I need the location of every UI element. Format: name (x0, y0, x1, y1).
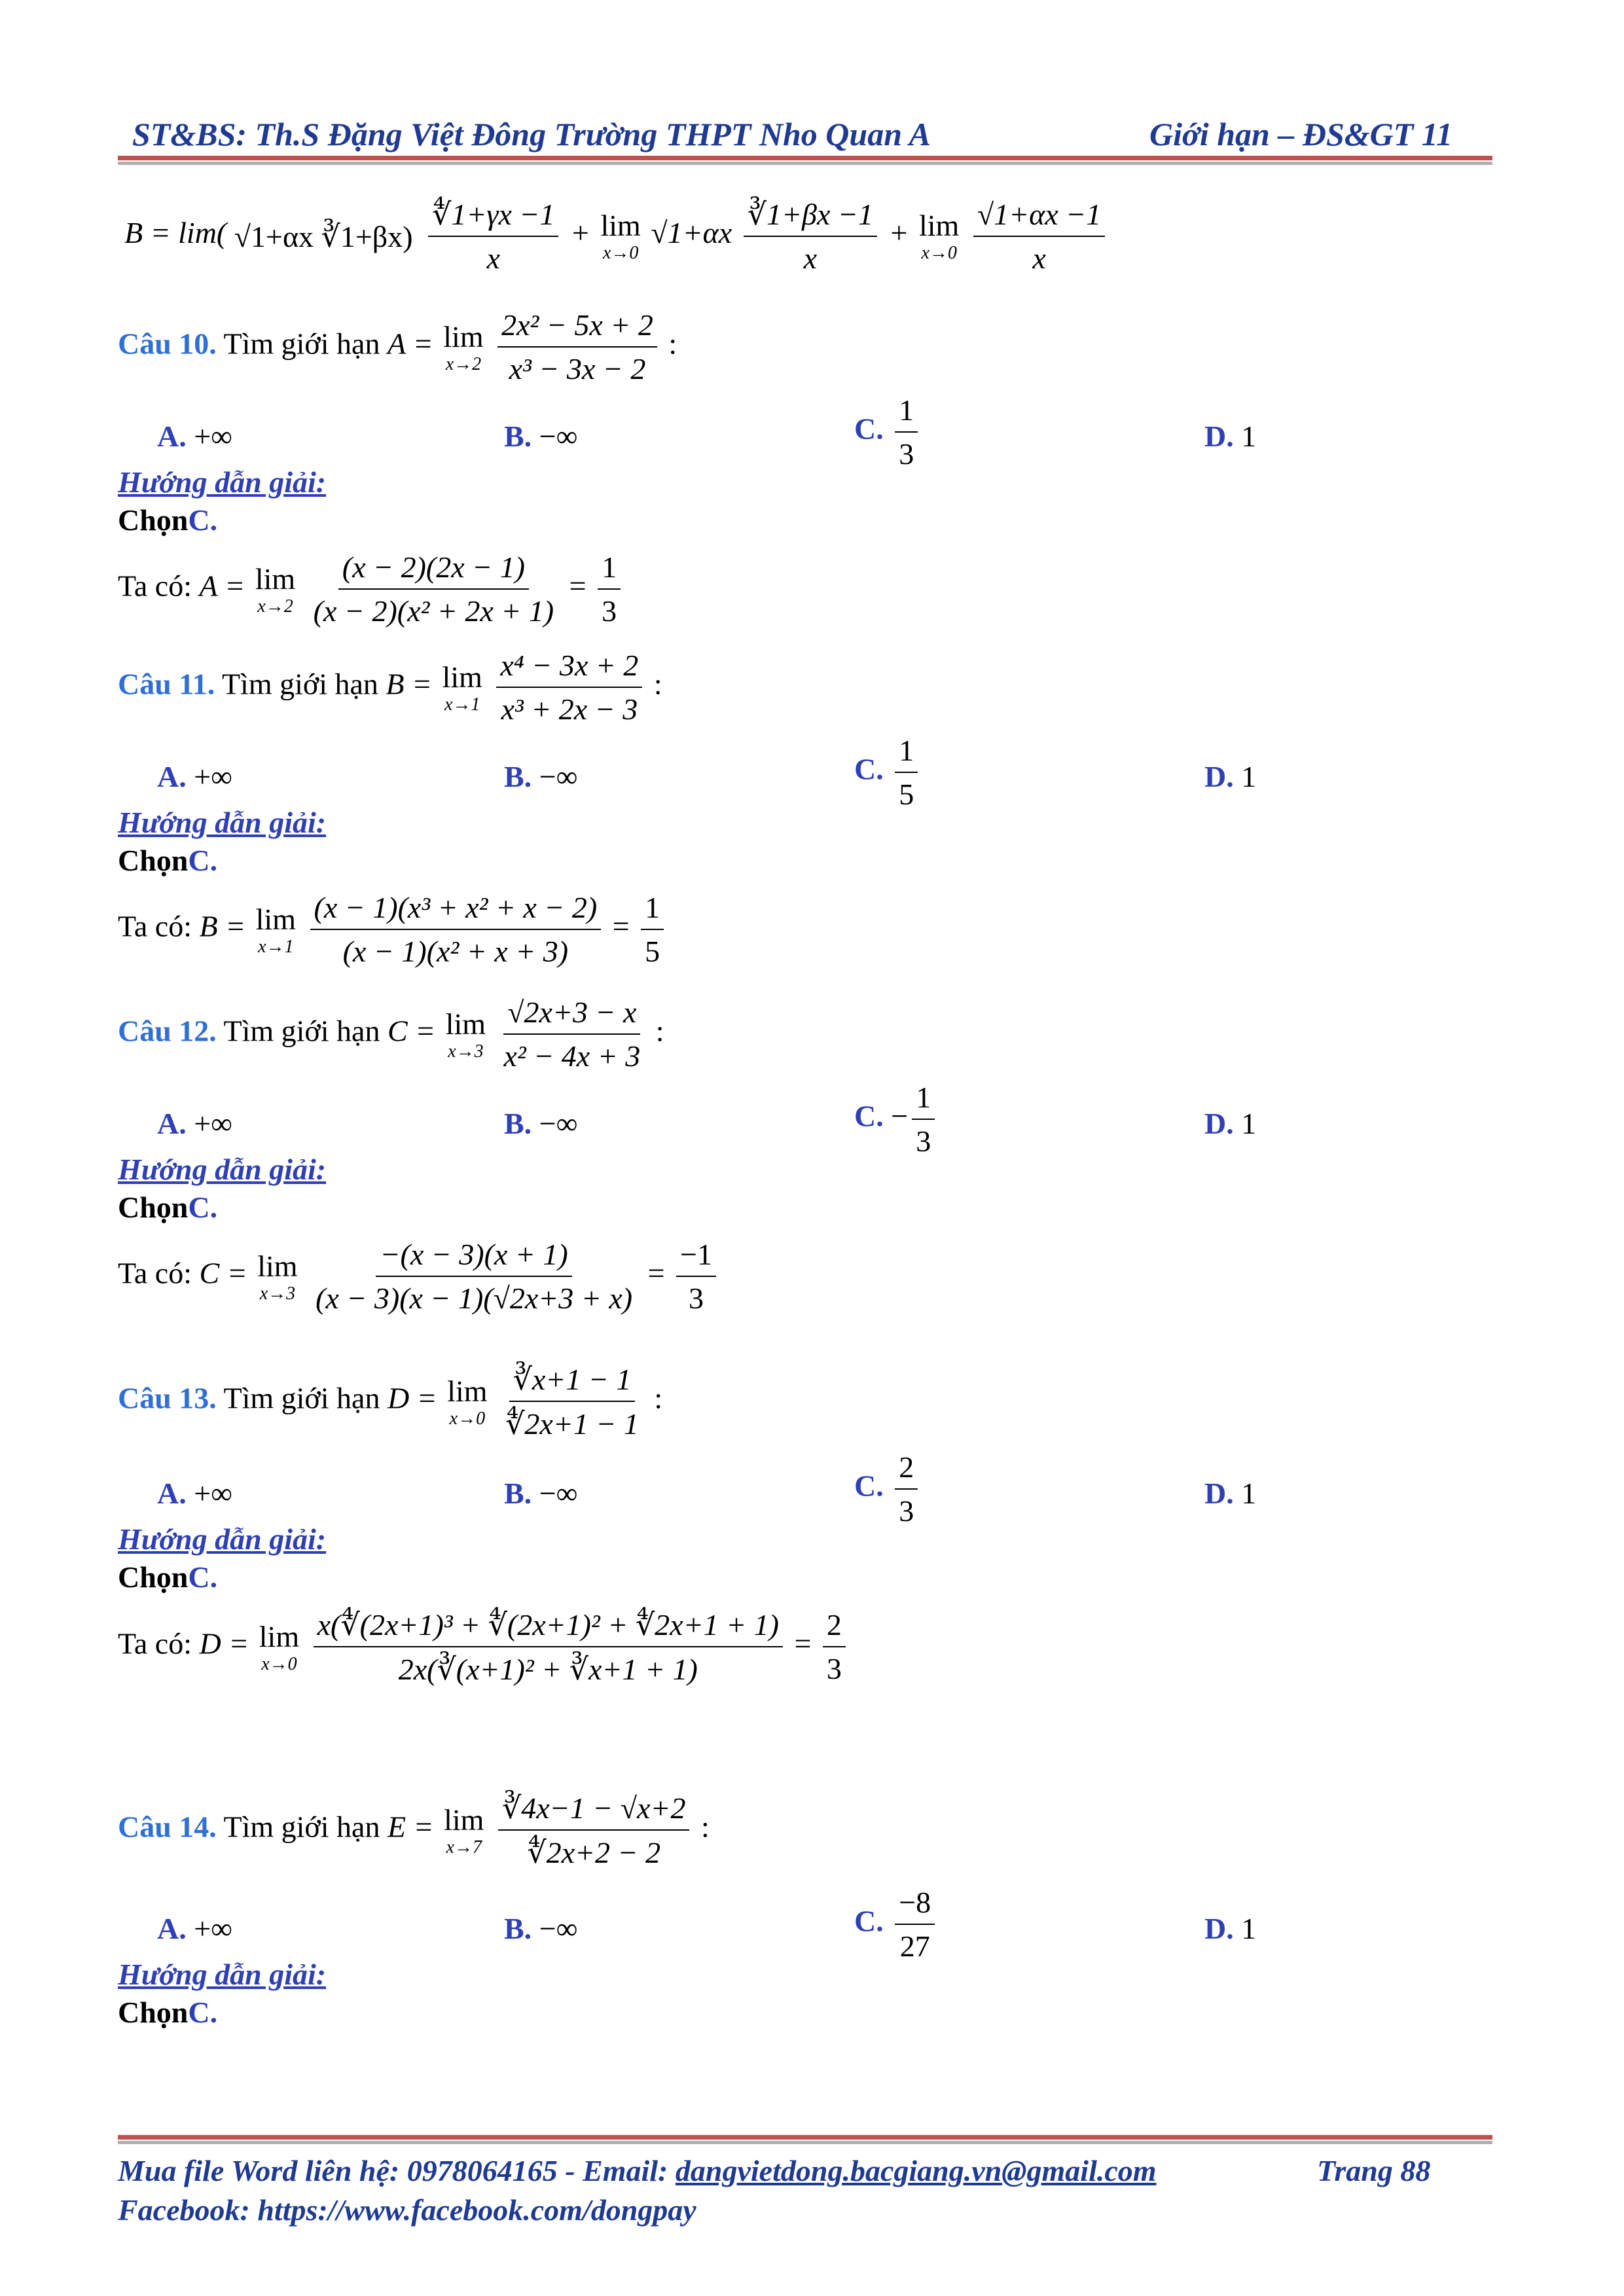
question-11: Câu 11. Tìm giới hạn B = lim x→1 $\frac{\text{x⁴ − 3x + 2}}{\text{x³ + 2x − 3}}$ : (118, 649, 662, 726)
limit-operator: lim x→0 (447, 1374, 488, 1429)
option-c[interactable]: C. $\frac{1}{3}$ (854, 393, 922, 471)
option-d[interactable]: D. 1 (1204, 1477, 1257, 1510)
footer-contact: Mua file Word liên hệ: 0978064165 - Email: dangvietdong.bacgiang.vn@gmail.com (118, 2154, 1157, 2187)
question-label: Câu 14. (118, 1810, 217, 1844)
option-c[interactable]: C. $\frac{1}{5}$ (854, 733, 922, 812)
limit-operator: lim x→1 (442, 660, 482, 715)
option-c[interactable]: C. $\frac{2}{3}$ (854, 1450, 922, 1528)
answer-choice: ChọnC. (118, 844, 218, 877)
header-left: ST&BS: Th.S Đặng Việt Đông Trường THPT Nho Quan A (132, 116, 931, 152)
page-number: Trang 88 (1317, 2154, 1431, 2187)
question-14: Câu 14. Tìm giới hạn E = lim x→7 $\frac{∛4x-1 - √x+2}{∜2x+2 - 2}$ : (118, 1791, 710, 1869)
question-12: Câu 12. Tìm giới hạn C = lim x→3 $\frac{√2x+3 - x}{\text{x² − 4x + 3}}$ : (118, 996, 664, 1073)
option-c[interactable]: C. − $\frac{1}{3}$ (854, 1080, 939, 1158)
option-a[interactable]: A. +∞ (157, 1912, 232, 1945)
solution: Ta có: D = lim x→0 $\frac{\text{x(∜(2x+1)³ + ∜(2x+1)² + ∜2x+1 + 1)}}{\text{2x(∛(x+1)² + ∛x+1 + 1)}}$ = $\frac{2}{3}$ (118, 1607, 850, 1687)
answer-choice: ChọnC. (118, 503, 218, 537)
question-prompt: Tìm giới hạn (223, 1014, 380, 1048)
footer-rule-gray (118, 2141, 1492, 2144)
option-d[interactable]: D. 1 (1204, 760, 1257, 793)
question-fraction: $\frac{√2x+3 - x}{\text{x² − 4x + 3}}$ (503, 996, 641, 1073)
question-10: Câu 10. Tìm giới hạn A = lim x→2 $\frac{\text{2x² − 5x + 2}}{\text{x³ − 3x − 2}}$ : (118, 308, 677, 386)
question-label: Câu 13. (118, 1381, 217, 1415)
question-label: Câu 11. (118, 667, 215, 701)
limit-operator: lim x→7 (444, 1803, 484, 1857)
option-b[interactable]: B. −∞ (504, 1477, 578, 1510)
question-fraction: $\frac{\text{2x² − 5x + 2}}{\text{x³ − 3x − 2}}$ (497, 308, 657, 386)
answer-choice: ChọnC. (118, 1560, 218, 1594)
question-fraction: $\frac{∛4x-1 - √x+2}{∜2x+2 - 2}$ (498, 1790, 690, 1870)
option-d[interactable]: D. 1 (1204, 1107, 1257, 1140)
header-rule-gray (118, 162, 1492, 165)
question-prompt: Tìm giới hạn (223, 1810, 380, 1844)
solution: Ta có: C = lim x→3 $\frac{-(x - 3)(x + 1)}{(x - 3)(x - 1)(√2x+3 + x)}$ = $\frac{-1}{3}$ (118, 1237, 720, 1316)
footer-rule-red (118, 2135, 1492, 2140)
solution: Ta có: B = lim x→1 $\frac{\text{(x − 1)(x³ + x² + x − 2)}}{\text{(x − 1)(x² + x + 3)}}$ = $\frac{1}{5}$ (118, 890, 668, 969)
option-d[interactable]: D. 1 (1204, 1912, 1257, 1945)
facebook-link[interactable]: Facebook: https://www.facebook.com/dongpay (118, 2193, 696, 2227)
question-prompt: Tìm giới hạn (221, 667, 378, 701)
option-c[interactable]: C. $\frac{-8}{27}$ (854, 1885, 939, 1964)
question-label: Câu 10. (118, 327, 217, 361)
solution: Ta có: A = lim x→2 $\frac{(x - 2)(2x - 1)}{\text{(x − 2)(x² + 2x + 1)}}$ = $\frac{1}{3}$ (118, 550, 624, 628)
option-a[interactable]: A. +∞ (157, 760, 232, 793)
guide-heading: Hướng dẫn giải: (118, 1958, 327, 1991)
option-b[interactable]: B. −∞ (504, 1107, 578, 1140)
guide-heading: Hướng dẫn giải: (118, 1153, 327, 1186)
option-d[interactable]: D. 1 (1204, 420, 1257, 453)
question-fraction: $\frac{\text{x⁴ − 3x + 2}}{\text{x³ + 2x − 3}}$ (496, 648, 642, 726)
option-b[interactable]: B. −∞ (504, 760, 578, 793)
option-b[interactable]: B. −∞ (504, 1912, 578, 1945)
option-a[interactable]: A. +∞ (157, 1477, 232, 1510)
top-formula: B = lim( √1+αx ∛1+βx) $\frac{∜1+\gamma x -1}{x}$ + lim x→0 √1+αx $\frac{∛1+\beta x -1}{x}$ + lim x→0 $\frac{√1+\alpha x -1}{x}$ (124, 196, 1109, 276)
guide-heading: Hướng dẫn giải: (118, 465, 327, 499)
answer-choice: ChọnC. (118, 1191, 218, 1224)
question-prompt: Tìm giới hạn (223, 1381, 380, 1415)
question-fraction: $\frac{∛x+1 - 1}{∜2x+1 - 1}$ (505, 1363, 639, 1441)
answer-choice: ChọnC. (118, 1996, 218, 2029)
limit-operator: lim x→2 (443, 319, 484, 374)
limit-operator: lim x→3 (445, 1007, 486, 1062)
question-prompt: Tìm giới hạn (223, 327, 380, 361)
header-rule-red (118, 156, 1492, 160)
email-link[interactable]: dangvietdong.bacgiang.vn@gmail.com (675, 2154, 1157, 2187)
option-a[interactable]: A. +∞ (157, 1107, 232, 1140)
header-right: Giới hạn – ĐS&GT 11 (1149, 116, 1453, 152)
option-b[interactable]: B. −∞ (504, 420, 578, 453)
guide-heading: Hướng dẫn giải: (118, 806, 327, 839)
option-a[interactable]: A. +∞ (157, 420, 232, 453)
question-13: Câu 13. Tìm giới hạn D = lim x→0 $\frac{∛x+1 - 1}{∜2x+1 - 1}$ : (118, 1363, 663, 1441)
guide-heading: Hướng dẫn giải: (118, 1522, 327, 1556)
question-label: Câu 12. (118, 1014, 217, 1048)
